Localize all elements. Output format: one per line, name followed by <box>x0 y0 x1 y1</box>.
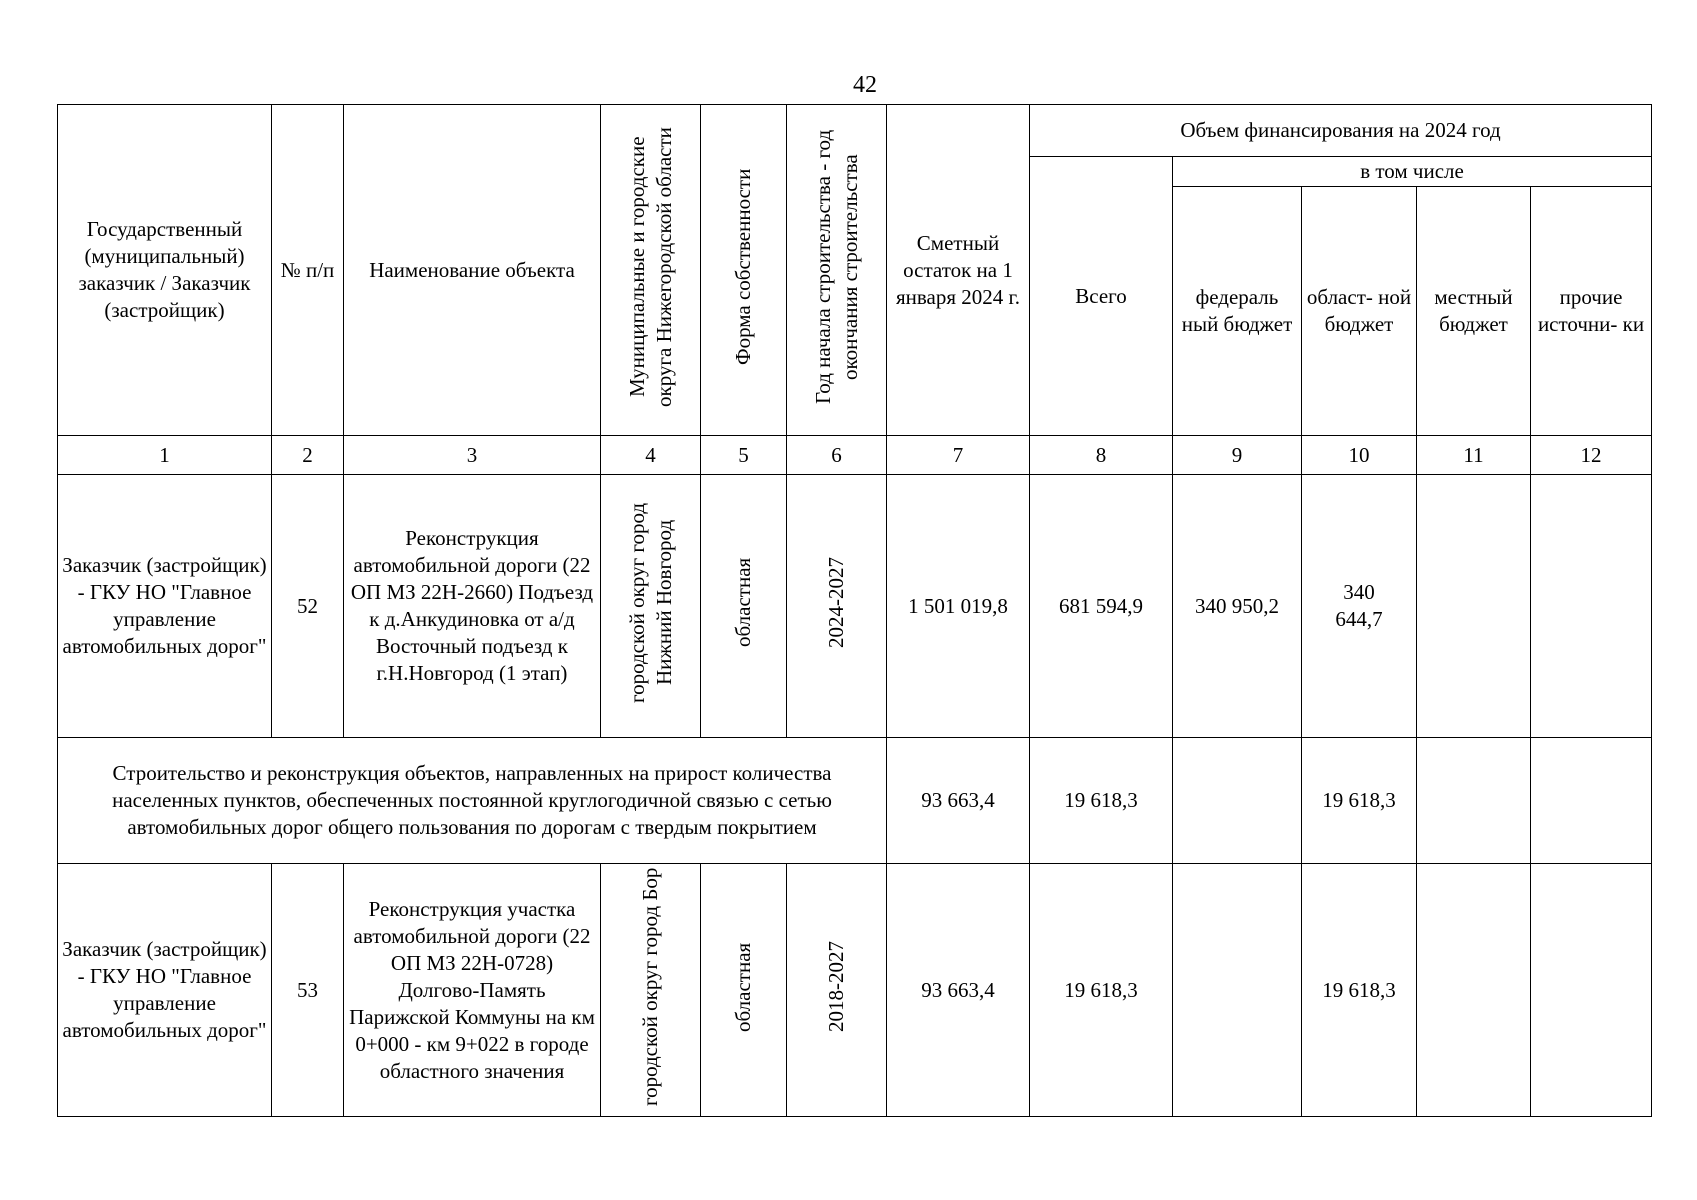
row-federal <box>1173 864 1302 1117</box>
section-federal <box>1173 738 1302 864</box>
row-ownership-cell <box>701 864 787 1117</box>
header-district: Муниципальные и городские округа Нижегородской области <box>624 126 676 407</box>
row-total: 19 618,3 <box>1030 864 1173 1117</box>
section-local <box>1417 738 1531 864</box>
row-num: 52 <box>272 475 344 738</box>
row-district-cell <box>601 864 701 1117</box>
column-number: 2 <box>272 436 344 475</box>
header-federal: федераль ный бюджет <box>1173 187 1302 436</box>
column-number: 7 <box>887 436 1030 475</box>
row-district-cell <box>601 475 701 738</box>
row-years: 2024-2027 <box>824 557 848 648</box>
column-number: 4 <box>601 436 701 475</box>
header-district-cell <box>601 105 701 436</box>
row-district: городской округ город Бор <box>638 867 662 1106</box>
row-district: городской округ город Нижний Новгород <box>624 502 676 703</box>
header-object-name: Наименование объекта <box>344 105 601 436</box>
column-number: 12 <box>1531 436 1652 475</box>
row-ownership: областная <box>731 941 755 1032</box>
header-num: № п/п <box>272 105 344 436</box>
header-local: местный бюджет <box>1417 187 1531 436</box>
row-customer: Заказчик (застройщик) - ГКУ НО "Главное управление автомобильных дорог" <box>58 864 272 1117</box>
column-number: 10 <box>1302 436 1417 475</box>
header-financing-group: Объем финансирования на 2024 год <box>1030 105 1652 157</box>
header-years-cell <box>787 105 887 436</box>
column-number: 6 <box>787 436 887 475</box>
column-number: 9 <box>1173 436 1302 475</box>
row-ownership-cell <box>701 475 787 738</box>
row-estimate: 1 501 019,8 <box>887 475 1030 738</box>
header-total: Всего <box>1030 157 1173 436</box>
section-regional: 19 618,3 <box>1302 738 1417 864</box>
header-regional: област- ной бюджет <box>1302 187 1417 436</box>
page-number: 42 <box>853 72 877 98</box>
row-local <box>1417 864 1531 1117</box>
header-ownership: Форма собственности <box>731 168 755 365</box>
row-federal: 340 950,2 <box>1173 475 1302 738</box>
section-row <box>58 738 1652 864</box>
row-ownership: областная <box>731 557 755 648</box>
column-number: 8 <box>1030 436 1173 475</box>
row-years: 2018-2027 <box>824 941 848 1032</box>
column-number: 5 <box>701 436 787 475</box>
section-other <box>1531 738 1652 864</box>
row-other <box>1531 864 1652 1117</box>
row-other <box>1531 475 1652 738</box>
section-total: 19 618,3 <box>1030 738 1173 864</box>
row-estimate: 93 663,4 <box>887 864 1030 1117</box>
row-object-name: Реконструкция участка автомобильной дороги (22 ОП МЗ 22Н-0728) Долгово-Память Парижской Коммуны на км 0+000 - км 9+022 в городе областного значения <box>344 864 601 1117</box>
row-local <box>1417 475 1531 738</box>
row-regional: 19 618,3 <box>1302 864 1417 1117</box>
table-row <box>58 864 1652 1117</box>
table-row <box>58 475 1652 738</box>
row-years-cell <box>787 864 887 1117</box>
section-title: Строительство и реконструкция объектов, направленных на прирост количества населенных пунктов, обеспеченных постоянной круглогодичной связью с сетью автомобильных дорог общего пользования по дорогам с твердым покрытием <box>58 738 887 864</box>
header-customer: Государственный (муниципальный) заказчик / Заказчик (застройщик) <box>58 105 272 436</box>
header-estimate: Сметный остаток на 1 января 2024 г. <box>887 105 1030 436</box>
financing-table <box>57 104 1652 1117</box>
header-row-1 <box>58 105 1652 157</box>
header-including: в том числе <box>1173 157 1652 187</box>
header-other: прочие источни- ки <box>1531 187 1652 436</box>
row-years-cell <box>787 475 887 738</box>
column-number: 3 <box>344 436 601 475</box>
column-numbers-row <box>58 436 1652 475</box>
header-years: Год начала строительства - год окончания строительства <box>810 129 862 404</box>
row-total: 681 594,9 <box>1030 475 1173 738</box>
row-regional: 340 644,7 <box>1302 475 1417 738</box>
row-object-name: Реконструкция автомобильной дороги (22 ОП МЗ 22Н-2660) Подъезд к д.Анкудиновка от а/д Восточный подъезд к г.Н.Новгород (1 этап) <box>344 475 601 738</box>
column-number: 11 <box>1417 436 1531 475</box>
row-num: 53 <box>272 864 344 1117</box>
column-number: 1 <box>58 436 272 475</box>
row-customer: Заказчик (застройщик) - ГКУ НО "Главное управление автомобильных дорог" <box>58 475 272 738</box>
section-estimate: 93 663,4 <box>887 738 1030 864</box>
header-ownership-cell <box>701 105 787 436</box>
